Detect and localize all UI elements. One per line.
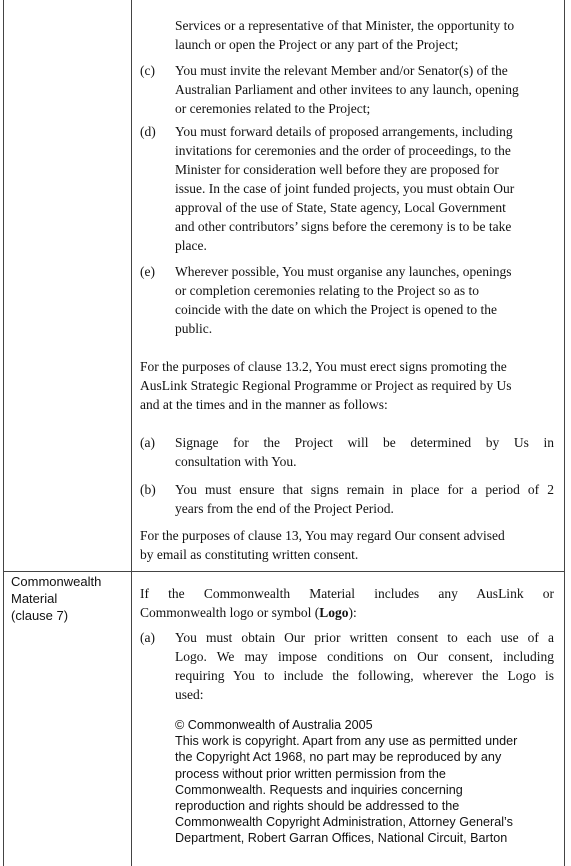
text-line: requiring You to include the following, wherever the Logo is xyxy=(175,668,554,683)
text-line: Commonwealth Copyright Administration, Attorney General’s xyxy=(175,815,513,830)
text-line: © Commonwealth of Australia 2005 xyxy=(175,718,373,732)
text-line: or ceremonies related to the Project; xyxy=(175,101,371,116)
text-line: Minister for consideration well before they are proposed for xyxy=(175,162,499,177)
text-line: reproduction and rights should be addressed to the xyxy=(175,799,460,814)
table-border-left xyxy=(3,0,4,866)
text-line: process without prior written permission from the xyxy=(175,766,446,781)
list-item-label: (c) xyxy=(140,63,155,78)
text-line: public. xyxy=(175,321,213,336)
table-row-divider xyxy=(3,571,565,572)
logo-intro-paragraph xyxy=(140,584,554,622)
text-line: If the Commonwealth Material includes any AusLink or xyxy=(140,586,554,601)
text-line: Services or a representative of that Minister, the opportunity to xyxy=(175,18,515,33)
text-line: consultation with You. xyxy=(175,454,297,469)
row-label-commonwealth-material xyxy=(11,573,131,624)
list-item-d xyxy=(140,122,554,257)
text-line: launch or open the Project or any part of the Project; xyxy=(175,37,459,52)
defined-term-logo: Logo xyxy=(319,605,349,620)
list-item-label: (a) xyxy=(140,630,155,645)
list-item-c xyxy=(140,61,554,121)
text-line: Signage for the Project will be determined by Us in xyxy=(175,435,554,450)
text-line xyxy=(140,603,554,622)
text-line: years from the end of the Project Period. xyxy=(175,501,394,516)
text-line: issue. In the case of joint funded projects, you must obtain Our xyxy=(175,181,515,196)
text-line: the Copyright Act 1968, no part may be reproduced by any xyxy=(175,750,502,765)
list-item-text xyxy=(175,480,554,518)
list-item-text xyxy=(175,262,554,338)
list-item-label: (d) xyxy=(140,124,156,139)
text-line: Wherever possible, You must organise any launches, openings xyxy=(175,264,512,279)
list-item-text xyxy=(175,61,554,118)
list-item-label: (e) xyxy=(140,264,155,279)
list-item-e xyxy=(140,262,554,342)
text-line: For the purposes of clause 13, You may regard Our consent advised xyxy=(140,528,505,543)
text-line: or completion ceremonies relating to the Project so as to xyxy=(175,283,480,298)
text-line: Commonwealth xyxy=(11,574,102,589)
copyright-notice xyxy=(175,717,554,847)
text-line: Commonwealth. Requests and inquiries concerning xyxy=(175,782,463,797)
text-line: and at the times and in the manner as follows: xyxy=(140,397,388,412)
text-line: coincide with the date on which the Project is opened to the xyxy=(175,302,498,317)
table-column-divider xyxy=(131,0,132,866)
text-line: For the purposes of clause 13.2, You must erect signs promoting the xyxy=(140,359,507,374)
list-item-text xyxy=(175,122,554,255)
list-item-label: (b) xyxy=(140,482,156,497)
list-item-text xyxy=(175,628,554,704)
table-border-right xyxy=(564,0,565,866)
text-line: place. xyxy=(175,238,207,253)
text-line: AusLink Strategic Regional Programme or Project as required by Us xyxy=(140,378,512,393)
text-line: Australian Parliament and other invitees to any launch, opening xyxy=(175,82,519,97)
text-line: (clause 7) xyxy=(11,608,69,623)
list-item-label: (a) xyxy=(140,435,155,450)
text-line: used: xyxy=(175,687,204,702)
text-span: Commonwealth logo or symbol ( xyxy=(140,605,320,620)
list-item-text xyxy=(175,433,554,471)
logo-item-a xyxy=(140,628,554,708)
text-line: You must invite the relevant Member and/or Senator(s) of the xyxy=(175,63,508,78)
clause-13-2-paragraph xyxy=(140,357,554,414)
text-line: by email as constituting written consent. xyxy=(140,547,359,562)
text-line: You must forward details of proposed arrangements, including xyxy=(175,124,513,139)
clause-13-paragraph xyxy=(140,526,554,564)
signage-item-b xyxy=(140,480,554,520)
text-line: Department, Robert Garran Offices, National Circuit, Barton xyxy=(175,831,508,846)
text-line: invitations for ceremonies and the order of proceedings, to the xyxy=(175,143,511,158)
text-span: ): xyxy=(348,605,357,620)
text-line: Material xyxy=(11,591,58,606)
text-line: You must obtain Our prior written consent to each use of a xyxy=(175,630,554,645)
continuation-text xyxy=(175,16,554,54)
text-line: Logo. We may impose conditions on Our consent, including xyxy=(175,649,554,664)
signage-item-a xyxy=(140,433,554,473)
text-line: and other contributors’ signs before the ceremony is to be take xyxy=(175,219,512,234)
text-line: You must ensure that signs remain in place for a period of 2 xyxy=(175,482,554,497)
text-line: This work is copyright. Apart from any use as permitted under xyxy=(175,734,518,749)
text-line: approval of the use of State, State agency, Local Government xyxy=(175,200,506,215)
